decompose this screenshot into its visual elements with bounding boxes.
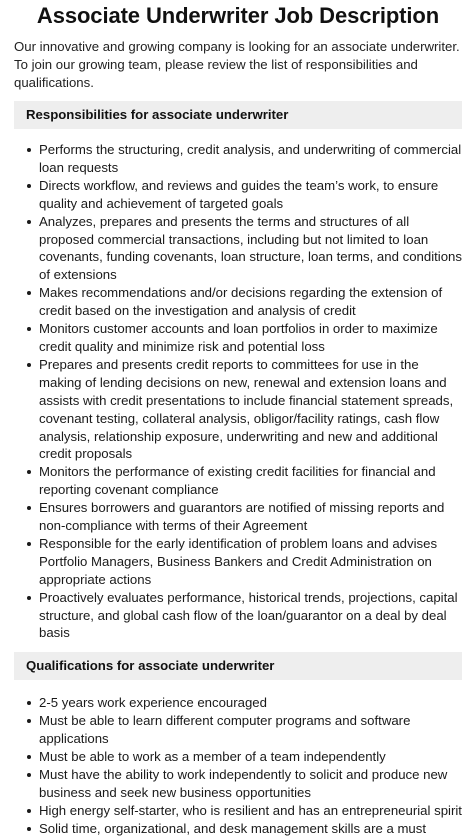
intro-paragraph: Our innovative and growing company is looking for an associate underwriter. To join our growing team, please review the list of responsibilities and qualifications. xyxy=(14,39,460,90)
list-item: Directs workflow, and reviews and guides the team’s work, to ensure quality and achievement of targeted goals xyxy=(14,177,462,213)
list-item: Must have the ability to work independently to solicit and produce new business and seek new business opportunities xyxy=(14,766,462,802)
responsibilities-list xyxy=(14,141,462,642)
list-item: Must be able to work as a member of a team independently xyxy=(14,748,462,766)
list-item: Responsible for the early identification of problem loans and advises Portfolio Managers, Business Bankers and Credit Administration on appropriate actions xyxy=(14,535,462,589)
list-item: Monitors the performance of existing credit facilities for financial and reporting covenant compliance xyxy=(14,463,462,499)
list-item: Analyzes, prepares and presents the terms and structures of all proposed commercial transactions, including but not limited to loan covenants, funding covenants, loan structure, loan terms, and conditions of extensions xyxy=(14,213,462,285)
list-item: Solid time, organizational, and desk management skills are a must xyxy=(14,820,462,838)
page-title: Associate Underwriter Job Description xyxy=(36,3,440,28)
list-item: 2-5 years work experience encouraged xyxy=(14,694,462,712)
list-item: High energy self-starter, who is resilient and has an entrepreneurial spirit xyxy=(14,802,462,820)
list-item: Ensures borrowers and guarantors are notified of missing reports and non-compliance with terms of their Agreement xyxy=(14,499,462,535)
list-item: Performs the structuring, credit analysis, and underwriting of commercial loan requests xyxy=(14,141,462,177)
list-item: Prepares and presents credit reports to committees for use in the making of lending decisions on new, renewal and extension loans and assists with credit presentations to include financial statement spreads, covenant testing, collateral analysis, obligor/facility ratings, cash flow analysis, relationship exposure, underwriting and new and additional credit proposals xyxy=(14,356,462,463)
list-item: Proactively evaluates performance, historical trends, projections, capital structure, and global cash flow of the loan/guarantor on a deal by deal basis xyxy=(14,589,462,643)
list-item: Monitors customer accounts and loan portfolios in order to maximize credit quality and minimize risk and potential loss xyxy=(14,320,462,356)
list-item: Makes recommendations and/or decisions regarding the extension of credit based on the investigation and analysis of credit xyxy=(14,284,462,320)
responsibilities-heading: Responsibilities for associate underwriter xyxy=(14,101,462,129)
list-item: Must be able to learn different computer programs and software applications xyxy=(14,712,462,748)
qualifications-list xyxy=(14,694,462,837)
qualifications-heading: Qualifications for associate underwriter xyxy=(14,652,462,680)
